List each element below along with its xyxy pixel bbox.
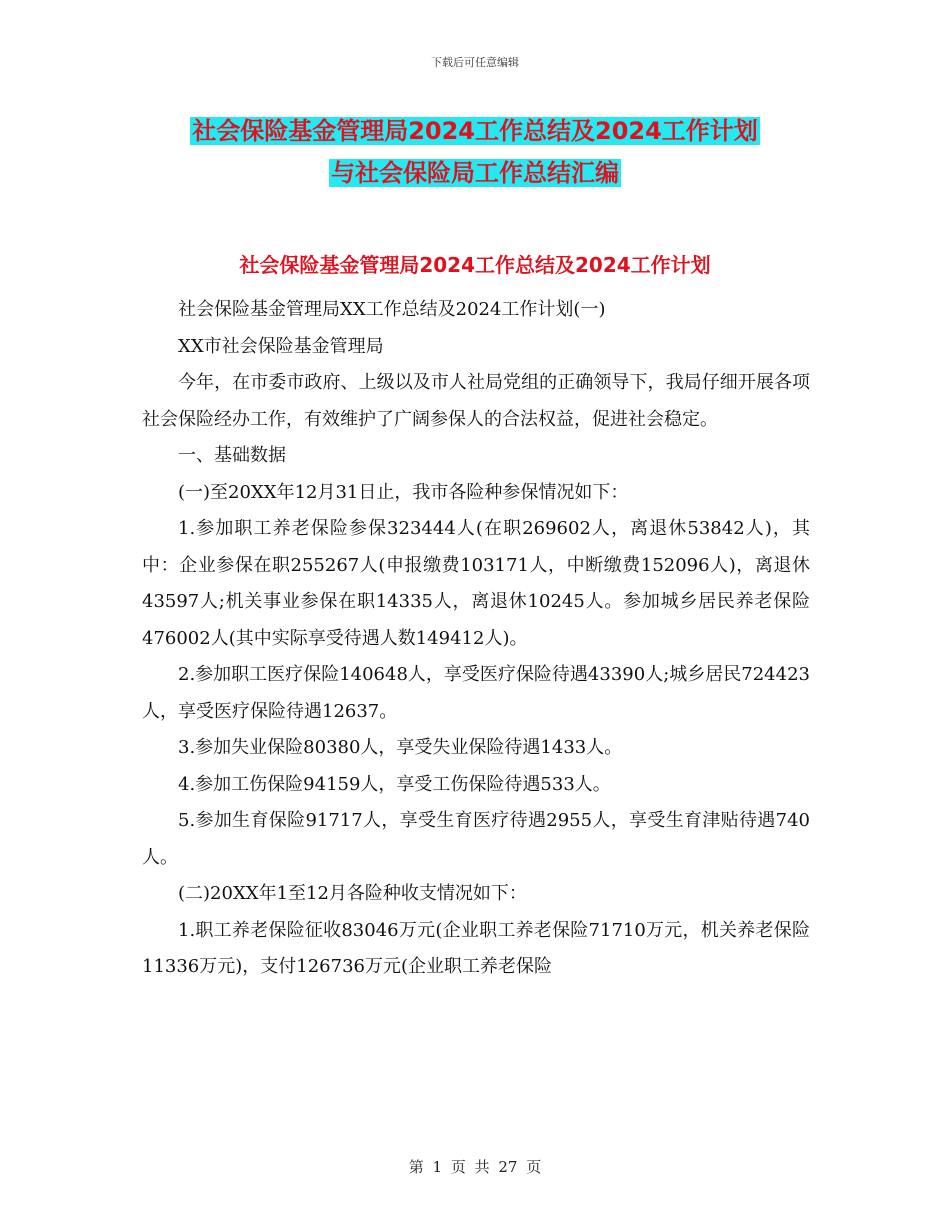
main-title-line-2 — [0, 156, 950, 190]
paragraph: 1.参加职工养老保险参保323444人(在职269602人，离退休53842人)，其中：企业参保在职255267人(申报缴费103171人，中断缴费152096人)，离退休43597人;机关事业参保在职14335人，离退休10245人。参加城乡居民养老保险476002人(其中实际享受待遇人数149412人)。 — [142, 518, 810, 649]
paragraph: (一)至20XX年12月31日止，我市各险种参保情况如下： — [178, 481, 629, 503]
paragraph: 1.职工养老保险征收83046万元(企业职工养老保险71710万元，机关养老保险11336万元)，支付126736万元(企业职工养老保险 — [142, 919, 810, 977]
main-title-line-1-text: 社会保险基金管理局2024工作总结及2024工作计划 — [192, 117, 758, 145]
header-note: 下载后可任意编辑 — [431, 56, 519, 69]
paragraph: 社会保险基金管理局XX工作总结及2024工作计划(一) — [178, 299, 606, 320]
main-title-line-1 — [0, 114, 950, 148]
paragraph: XX市社会保险基金管理局 — [178, 335, 384, 357]
paragraph: 5.参加生育保险91717人，享受生育医疗待遇2955人，享受生育津贴待遇740人。 — [142, 810, 810, 868]
paragraph: 一、基础数据 — [178, 445, 286, 466]
paragraph: (二)20XX年1至12月各险种收支情况如下： — [178, 883, 527, 904]
paragraph: 4.参加工伤保险94159人，享受工伤保险待遇533人。 — [178, 773, 611, 795]
paragraph: 今年，在市委市政府、上级以及市人社局党组的正确领导下，我局仔细开展各项社会保险经办工作，有效维护了广阔参保人的合法权益，促进社会稳定。 — [142, 372, 810, 430]
body-text — [142, 292, 810, 986]
section-title: 社会保险基金管理局2024工作总结及2024工作计划 — [239, 253, 711, 277]
page-footer: 第 1 页 共 27 页 — [408, 1158, 542, 1176]
paragraph: 2.参加职工医疗保险140648人，享受医疗保险待遇43390人;城乡居民724423人，享受医疗保险待遇12637。 — [142, 664, 810, 722]
paragraph: 3.参加失业保险80380人，享受失业保险待遇1433人。 — [178, 737, 623, 758]
main-title-line-2-text: 与社会保险局工作总结汇编 — [331, 159, 619, 187]
